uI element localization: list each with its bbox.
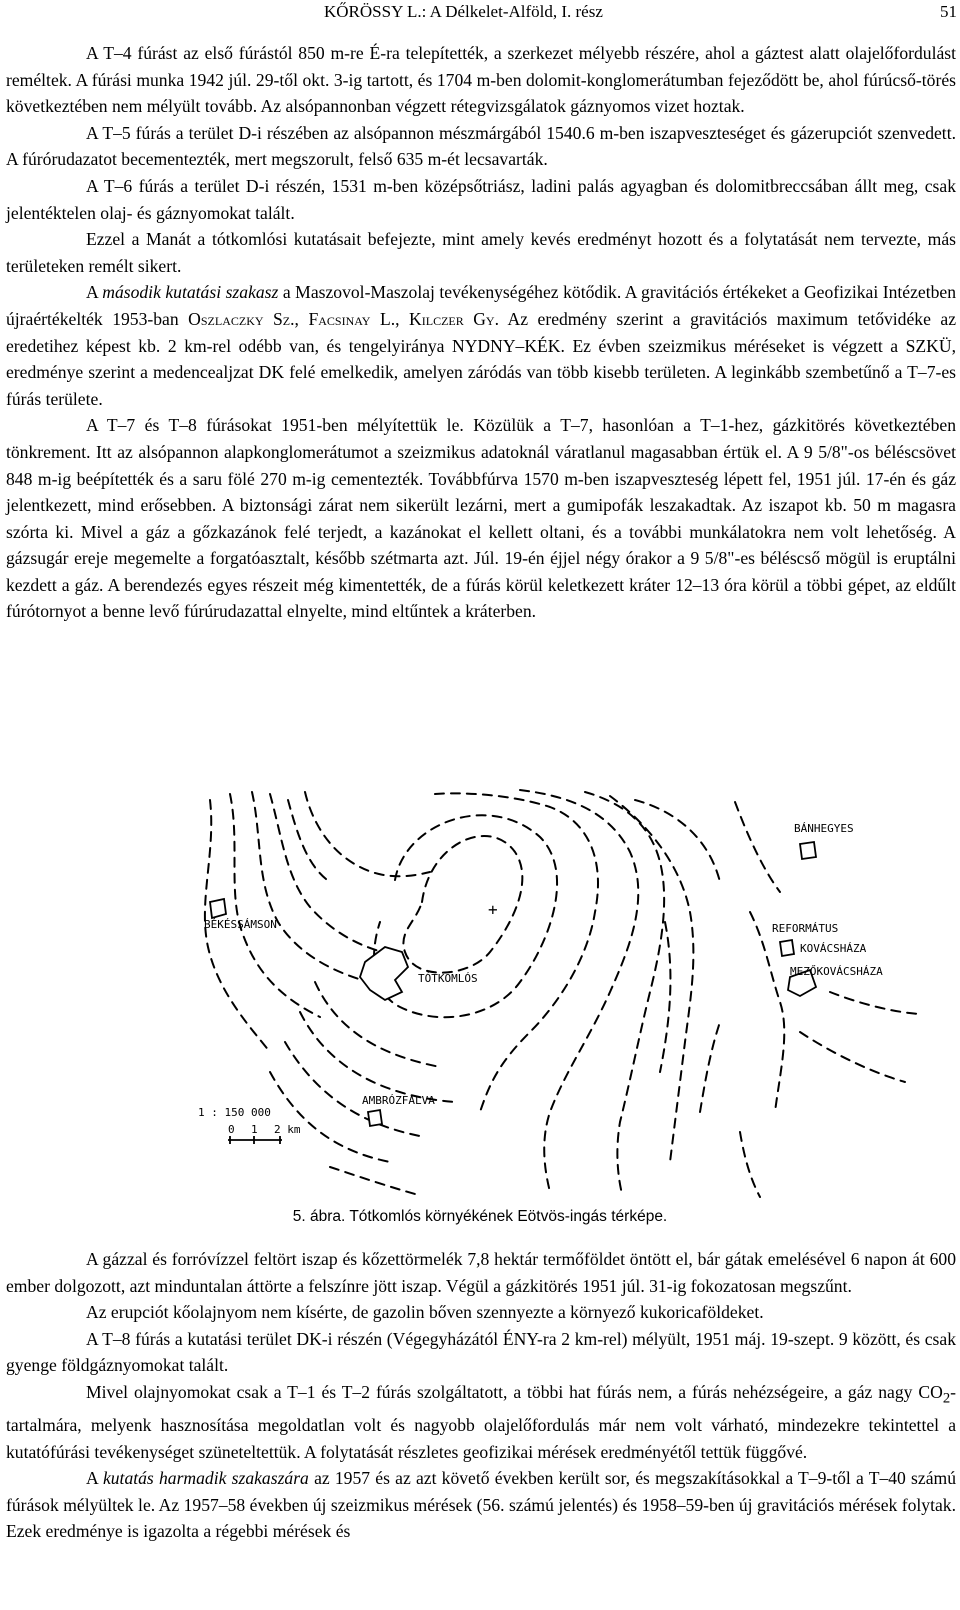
paragraph: A T–4 fúrást az első fúrástól 850 m-re É-ra telepítették, a szerkezet mélyebb részére, ahol a gáztest alatt olajelőfordulást reméltek. A fúrási munka 1942 júl. 29-től okt. 3-ig tartott, és 1704 m-ben dolomit-konglomerátumban fejeződött be, ahol fúrúcső-törés következtében nem mélyült tovább. Az alsópannonban végzett rétegvizsgálatok gáznyomos vizet hoztak. (6, 43, 956, 117)
settlement-reformatus-kovacshaza (780, 940, 794, 956)
eotvos-map-figure (190, 782, 960, 1207)
paragraph: Mivel olajnyomokat csak a T–1 és T–2 fúrás szolgáltatott, a többi hat fúrás nem, a fúrás nehézségeire, a gáz nagy $CO_2$-tartalmára, melyenk hasznosítása megoldatlan volt és nagyobb olajelőfordulás már nem volt várható, mindezekre tekintettel a kutatófúrási tevékenységet szüneteltettük. A folytatását részletes geofizikai mérések eredményétől tettük függővé. (6, 1381, 956, 1462)
gravity-maximum-marker: + (488, 900, 498, 919)
paragraph: Ezzel a Manát a tótkomlósi kutatásait befejezte, mint amely kevés eredményt hozott és a folytatását nem tervezte, más területeken remélt sikert. (6, 229, 956, 276)
label-totkomlos: TÓTKOMLÓS (418, 972, 478, 985)
label-bekessamson: BÉKÉSSÁMSON (204, 918, 277, 931)
paragraph: A T–7 és T–8 fúrásokat 1951-ben mélyítettük le. Közülük a T–7, hasonlóan a T–1-hez, gázkitörés következtében tönkrement. Itt az alsópannon alapkonglomerátumot a szeizmikus adatoknál váratlanul magasabban értük el. A 9 5/8"-os béléscsövet 848 m-ig beépítették és a saru fölé 270 m-ig cementezték. Továbbfúrva 1570 m-ben iszapveszteség lépett fel, 1951 júl. 17-én és gáz jelentkezett, mind erősebben. A biztonsági zárat nem sikerült lezárni, mert a gumipofák leszakadtak. Az iszapot kb. 50 m magasra szórta ki. Mivel a gáz a gőzkazánok felé terjedt, a kazánokat el kellett oltani, és a további munkálatokra nem volt lehetőség. A gázsugár ereje megemelte a forgatóasztalt, később szétmarta azt. Júl. 19-én éjjel négy órakor a 9 5/8"-es béléscső mögül is eruptálni kezdett a gáz. A berendezés egyes részeit még kimentették, de a fúrás körül keletkezett kráter 12–13 óra körül a többi gépet, az eldűlt fúrótornyot a benne levő fúrúrudazattal elnyelte, mind eltűntek a kráterben. (6, 415, 956, 622)
page-header (0, 2, 960, 24)
running-head: KŐRÖSSY L.: A Délkelet-Alföld, I. rész (324, 2, 603, 21)
scale-tick-2: 2 km (274, 1123, 301, 1136)
settlement-ambrozfalva (368, 1110, 382, 1126)
author-name: Kilczer Gy. (409, 308, 499, 329)
author-name: Oszlaczky Sz. (188, 308, 295, 329)
scale-bar (228, 1136, 282, 1144)
settlement-banhegyes (800, 842, 816, 859)
label-ambrozfalva: AMBRÓZFALVA (362, 1094, 435, 1107)
italic-phrase: második kutatási szakasz (102, 282, 279, 303)
paragraph: A T–6 fúrás a terület D-i részén, 1531 m-ben középsőtriász, ladini palás agyagban és dolomitbreccsában állt meg, csak jelentéktelen olaj- és gáznyomokat talált. (6, 175, 956, 223)
paragraph: Az erupciót kőolajnyom nem kísérte, de gazolin bőven szennyezte a környező kukoricaföldeket. (86, 1302, 764, 1323)
paragraph: A gázzal és forróvízzel feltört iszap és kőzettörmelék 7,8 hektár termőföldet öntött el, bár gátak emelésével 6 napon át 600 ember dolgozott, azt minduntalan áttörte a felszínre jött iszap. Végül a gázkitörés 1951 júl. 31-ig fokozatosan megszűnt. (6, 1249, 956, 1296)
body-text-top (6, 40, 956, 625)
settlement-totkomlos (360, 947, 408, 1000)
paragraph: A T–8 fúrás a kutatási terület DK-i részén (Végegyházától ÉNY-ra 2 km-rel) mélyült, 1951 máj. 19-szept. 9 között, és csak gyenge földgáznyomokat talált. (6, 1328, 956, 1376)
label-kovacshaza: KOVÁCSHÁZA (800, 942, 867, 955)
scale-tick-0: 0 (228, 1123, 235, 1136)
italic-phrase: kutatás harmadik szakaszára (102, 1468, 309, 1489)
map-scale-ratio: 1 : 150 000 (198, 1106, 271, 1119)
paragraph: A kutatás harmadik szakaszára az 1957 és az azt követő években került sor, és megszakításokkal a T–9-től a T–40 számú fúrások mélyültek le. Az 1957–58 években új szeizmikus mérések (56. számú jelentés) és 1958–59-ben új gravitációs mérések folytak. Ezek eredménye is igazolta a régebbi mérések és (6, 1468, 957, 1542)
scale-tick-1: 1 (251, 1123, 258, 1136)
author-name: Facsinay L. (308, 308, 396, 329)
label-mezokovacshaza: MEZŐKOVÁCSHÁZA (790, 965, 883, 978)
paragraph: A T–5 fúrás a terület D-i részében az alsópannon mészmárgából 1540.6 m-ben iszapveszteséget és gázerupciót szenvedett. A fúrórudazatot becementezték, mert megszorult, felső 635 m-ét lecsavarták. (6, 122, 956, 170)
map-drawing (190, 782, 960, 1207)
body-text-bottom (6, 1246, 956, 1545)
settlement-bekessamson (210, 899, 226, 918)
subscript: 2 (942, 1390, 951, 1407)
label-banhegyes: BÁNHEGYES (794, 822, 854, 835)
label-reformatus: REFORMÁTUS (772, 922, 839, 935)
figure-caption: 5. ábra. Tótkomlós környékének Eötvös-ingás térképe. (292, 1208, 668, 1225)
paragraph: A második kutatási szakasz a Maszovol-Maszolaj tevékenységéhez kötődik. A gravitációs értékeket a Geofizikai Intézetben újraértékelték 1953-ban Oszlaczky Sz., Facsinay L., Kilczer Gy. Az eredmény szerint a gravitációs maximum tetővidéke az eredetihez képest kb. 2 km-rel odébb van, és tengelyiránya NYDNY–KÉK. Ez évben szeizmikus méréseket is végzett a SZKÜ, eredménye szerint a medencealjzat DK felé emelkedik, amelyen záródás van több kisebb területen. A leginkább szembetűnő a T–7-es fúrás területe. (6, 282, 957, 409)
page-number: 51 (940, 2, 957, 21)
